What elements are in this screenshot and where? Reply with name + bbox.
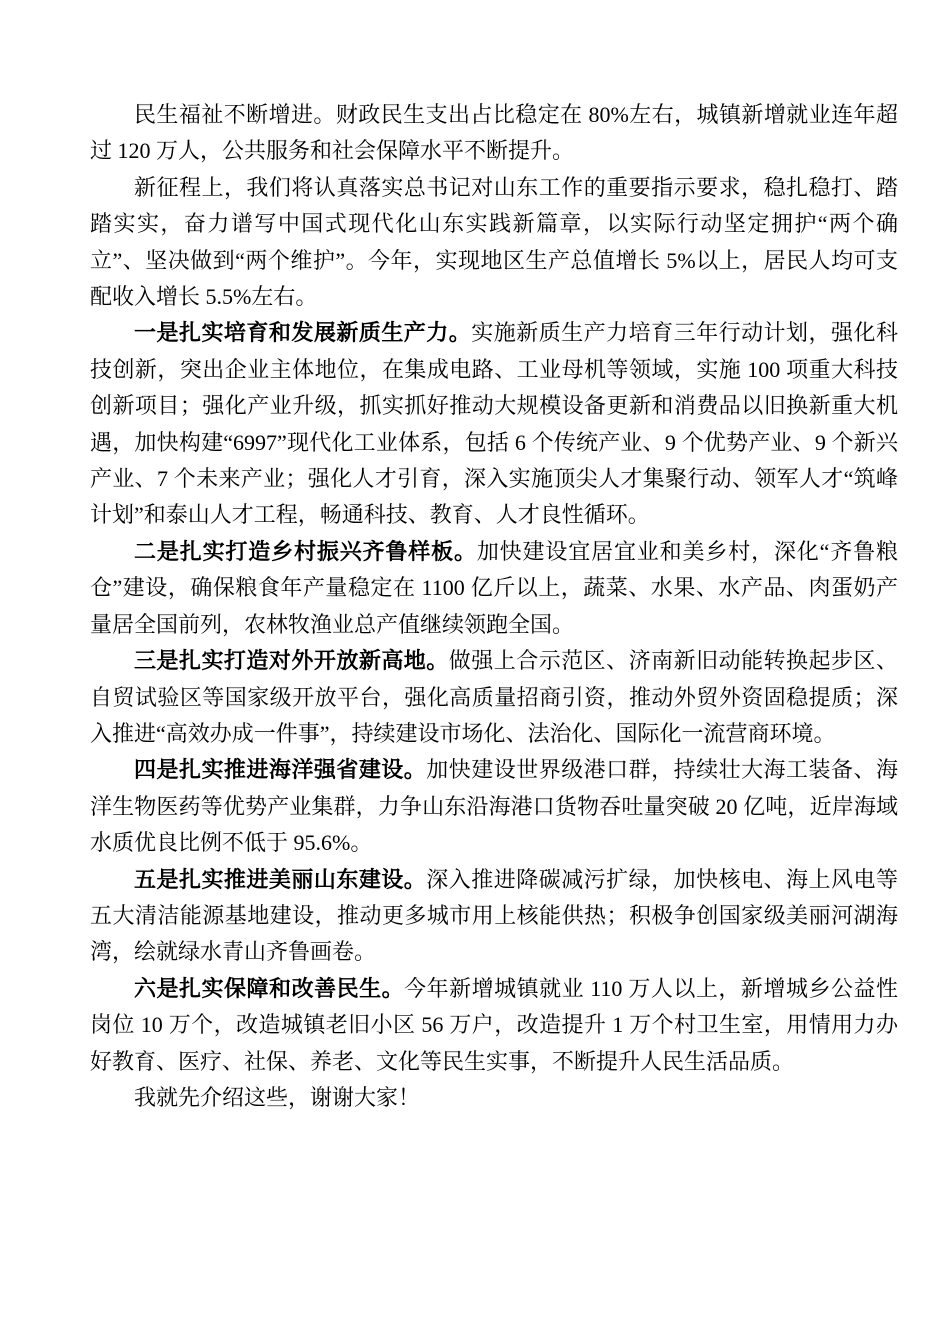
paragraph	[90, 752, 898, 861]
paragraph	[90, 1080, 898, 1116]
paragraph	[90, 862, 898, 971]
paragraph-text: 实施新质生产力培育三年行动计划，强化科技创新，突出企业主体地位，在集成电路、工业母机等领域，实施 100 项重大科技创新项目；强化产业升级，抓实抓好推动大规模设备更新和消费品以旧换新重大机遇，加快构建“6997”现代化工业体系，包括 6 个传统产业、9 个优势产业、9 个新兴产业、7 个未来产业；强化人才引育，深入实施顶尖人才集聚行动、领军人才“筑峰计划”和泰山人才工程，畅通科技、教育、人才良性循环。	[90, 320, 898, 528]
paragraph-text: 做强上合示范区、济南新旧动能转换起步区、自贸试验区等国家级开放平台，强化高质量招商引资，推动外贸外资固稳提质；深入推进“高效办成一件事”，持续建设市场化、法治化、国际化一流营商环境。	[90, 648, 898, 746]
paragraph-text: 加快建设世界级港口群，持续壮大海工装备、海洋生物医药等优势产业集群，力争山东沿海港口货物吞吐量突破 20 亿吨，近岸海域水质优良比例不低于 95.6%。	[90, 757, 898, 856]
paragraph-lead: 二是扎实打造乡村振兴齐鲁样板。	[134, 538, 477, 564]
paragraph-lead: 四是扎实推进海洋强省建设。	[134, 757, 427, 783]
paragraph	[90, 534, 898, 643]
paragraph	[90, 315, 898, 533]
paragraph-text: 民生福祉不断增进。财政民生支出占比稳定在 80%左右，城镇新增就业连年超过 120 万人，公共服务和社会保障水平不断提升。	[90, 102, 898, 164]
paragraph	[90, 643, 898, 752]
paragraph	[90, 971, 898, 1080]
paragraph	[90, 170, 898, 316]
paragraph	[90, 97, 898, 170]
paragraph-text: 新征程上，我们将认真落实总书记对山东工作的重要指示要求，稳扎稳打、踏踏实实，奋力谱写中国式现代化山东实践新篇章，以实际行动坚定拥护“两个确立”、坚决做到“两个维护”。今年，实现地区生产总值增长 5%以上，居民人均可支配收入增长 5.5%左右。	[90, 174, 898, 310]
paragraph-text: 深入推进降碳减污扩绿，加快核电、海上风电等五大清洁能源基地建设，推动更多城市用上核能供热；积极争创国家级美丽河湖海湾，绘就绿水青山齐鲁画卷。	[90, 866, 898, 965]
paragraph-text: 今年新增城镇就业 110 万人以上，新增城乡公益性岗位 10 万个，改造城镇老旧小区 56 万户，改造提升 1 万个村卫生室，用情用力办好教育、医疗、社保、养老、文化等民生实事，不断提升人民生活品质。	[90, 975, 898, 1074]
paragraph-text: 我就先介绍这些，谢谢大家！	[134, 1084, 421, 1110]
paragraph-lead: 三是扎实打造对外开放新高地。	[134, 648, 449, 674]
paragraph-lead: 五是扎实推进美丽山东建设。	[134, 866, 427, 892]
paragraph-lead: 六是扎实保障和改善民生。	[134, 975, 405, 1001]
paragraph-lead: 一是扎实培育和发展新质生产力。	[134, 320, 472, 346]
paragraph-text: 加快建设宜居宜业和美乡村，深化“齐鲁粮仓”建设，确保粮食年产量稳定在 1100 亿斤以上，蔬菜、水果、水产品、肉蛋奶产量居全国前列，农林牧渔业总产值继续领跑全国。	[90, 538, 898, 637]
document-body	[90, 97, 898, 1116]
